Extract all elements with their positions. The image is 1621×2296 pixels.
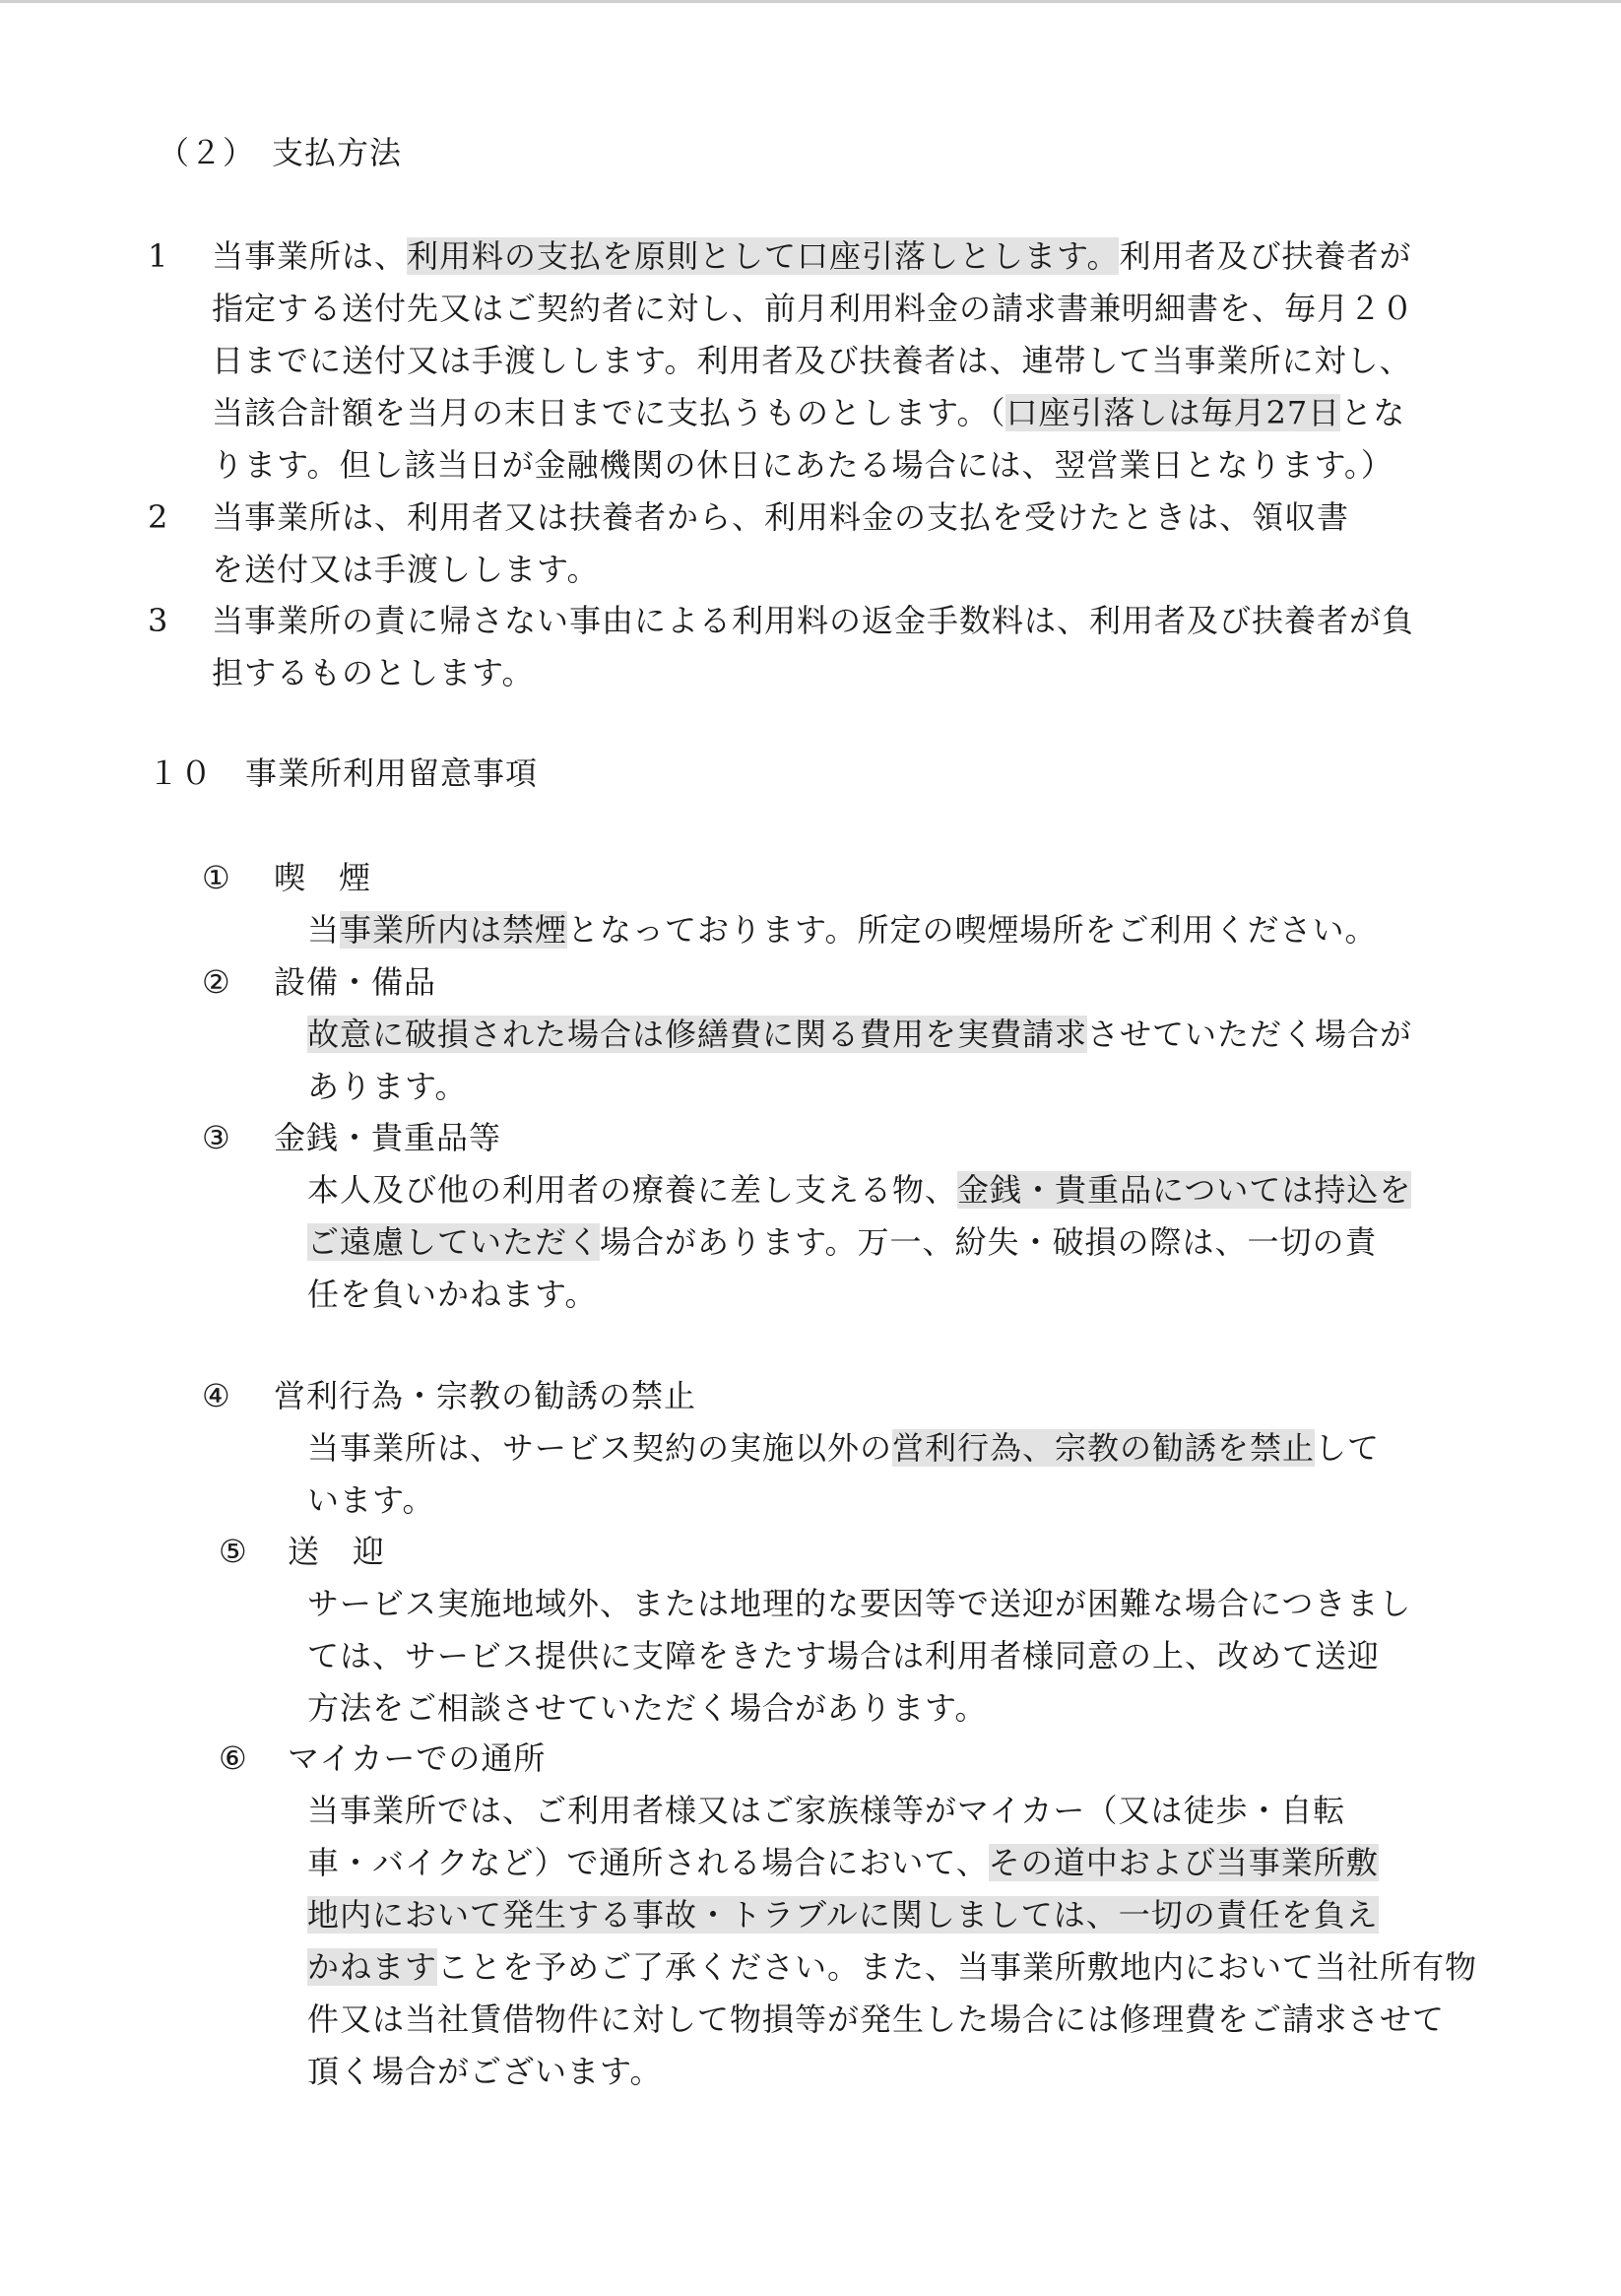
paragraph-line [307,1270,597,1319]
scan-top-edge [0,0,1621,3]
text-segment: 当該合計額を当月の末日までに支払うものとします。（ [212,394,1006,431]
item-title: マイカーでの通所 [288,1739,547,1777]
text-segment: 方法をご相談させていただく場合があります。 [307,1689,988,1727]
text-segment: 当事業所は、利用者又は扶養者から、利用料金の支払を受けたときは、領収書 [212,498,1350,536]
paragraph-line [307,1476,434,1525]
text-segment: して [1315,1429,1381,1467]
text-segment: 任を負いかねます。 [307,1276,598,1313]
paragraph-line [307,1786,1345,1835]
paragraph-line [307,2047,662,2096]
text-segment: 担するものとします。 [212,654,535,691]
text-segment: を送付又は手渡しします。 [212,551,600,588]
paragraph-line [212,440,1394,490]
text-segment: 当事業所は、サービス契約の実施以外の [307,1429,893,1467]
paragraph-line [307,1942,1477,1992]
paragraph-line [307,1010,1412,1059]
text-segment: 当事業所では、ご利用者様又はご家族様等がマイカー（又は徒歩・自転 [307,1792,1346,1829]
item-marker: ④ [202,1377,231,1414]
highlighted-text: 故意に破損された場合は修繕費に関る費用を実費請求 [307,1016,1088,1053]
highlighted-text: ご遠慮していただく [307,1223,601,1261]
paragraph-line [212,492,1349,542]
item-title: 送 迎 [288,1533,386,1570]
item-marker: ⑥ [219,1739,248,1777]
item-marker: ③ [202,1119,231,1156]
paragraph-line [307,1062,467,1111]
highlighted-text: 地内において発生する事故・トラブルに関しましては、一切の責任を負え [307,1896,1379,1934]
paragraph-line [307,1217,1377,1267]
text-segment: 当 [307,911,341,949]
text-segment: サービス実施地域外、または地理的な要因等で送迎が困難な場合につきまし [307,1585,1412,1622]
paragraph-line [307,1579,1411,1628]
text-segment: 当事業所は、 [212,237,408,275]
section-heading: （２） 支払方法 [158,134,403,171]
item-marker: ① [202,859,231,896]
text-segment: 利用者及び扶養者が [1119,237,1412,275]
paragraph-line [212,596,1414,645]
highlighted-text: かねます [307,1948,438,1986]
text-segment: 当事業所の責に帰さない事由による利用料の返金手数料は、利用者及び扶養者が負 [212,602,1415,639]
text-segment: 指定する送付先又はご契約者に対し、前月利用料金の請求書兼明細書を、毎月２０ [212,290,1415,327]
item-marker: ⑤ [219,1533,248,1570]
paragraph-line [307,1165,1411,1214]
item-title: 設備・備品 [274,963,437,1001]
highlighted-text: その道中および当事業所敷 [988,1844,1379,1881]
paragraph-line [212,648,534,697]
section-heading: １０ 事業所利用留意事項 [148,754,539,792]
item-number: 1 [148,237,169,275]
paragraph-line [307,1423,1380,1473]
highlighted-text: 金銭・貴重品については持込を [957,1171,1412,1209]
paragraph-line [212,231,1411,281]
paragraph-line [307,1890,1379,1939]
text-segment: させていただく場合が [1087,1016,1413,1053]
highlighted-text: 事業所内は禁煙 [340,911,568,949]
highlighted-text: 営利行為、宗教の勧誘を禁止 [892,1429,1316,1467]
text-segment: 車・バイクなど）で通所される場合において、 [307,1844,989,1881]
paragraph-line [307,905,1377,954]
text-segment: ては、サービス提供に支障をきたす場合は利用者様同意の上、改めて送迎 [307,1637,1381,1674]
text-segment: います。 [307,1481,435,1519]
item-title: 金銭・貴重品等 [274,1119,502,1156]
highlighted-text: 利用料の支払を原則として口座引落しとします。 [407,237,1120,275]
text-segment: ことを予めご了承ください。また、当事業所敷地内において当社所有物 [437,1948,1478,1986]
item-title: 営利行為・宗教の勧誘の禁止 [274,1377,697,1414]
highlighted-text: 口座引落しは毎月27日 [1005,394,1341,431]
paragraph-line [212,388,1405,437]
item-number: 2 [148,498,169,536]
text-segment: 場合があります。万一、紛失・破損の際は、一切の責 [600,1223,1378,1261]
paragraph-line [307,1838,1379,1887]
item-number: 3 [148,602,169,639]
item-title: 喫 煙 [274,859,372,896]
paragraph-line [212,545,599,594]
paragraph-line [307,1683,987,1733]
text-segment: 頂く場合がございます。 [307,2053,663,2090]
text-segment: ります。但し該当日が金融機関の休日にあたる場合には、翌営業日となります。） [212,446,1394,484]
paragraph-line [212,284,1414,333]
text-segment: あります。 [307,1068,468,1105]
text-segment: 本人及び他の利用者の療養に差し支える物、 [307,1171,958,1209]
paragraph-line [307,1631,1380,1680]
item-marker: ② [202,963,231,1001]
text-segment: とな [1340,394,1406,431]
paragraph-line [212,336,1411,385]
text-segment: 件又は当社賃借物件に対して物損等が発生した場合には修理費をご請求させて [307,2001,1446,2038]
text-segment: 日までに送付又は手渡しします。利用者及び扶養者は、連帯して当事業所に対し、 [212,342,1412,379]
text-segment: となっております。所定の喫煙場所をご利用ください。 [567,911,1378,949]
paragraph-line [307,1995,1445,2044]
